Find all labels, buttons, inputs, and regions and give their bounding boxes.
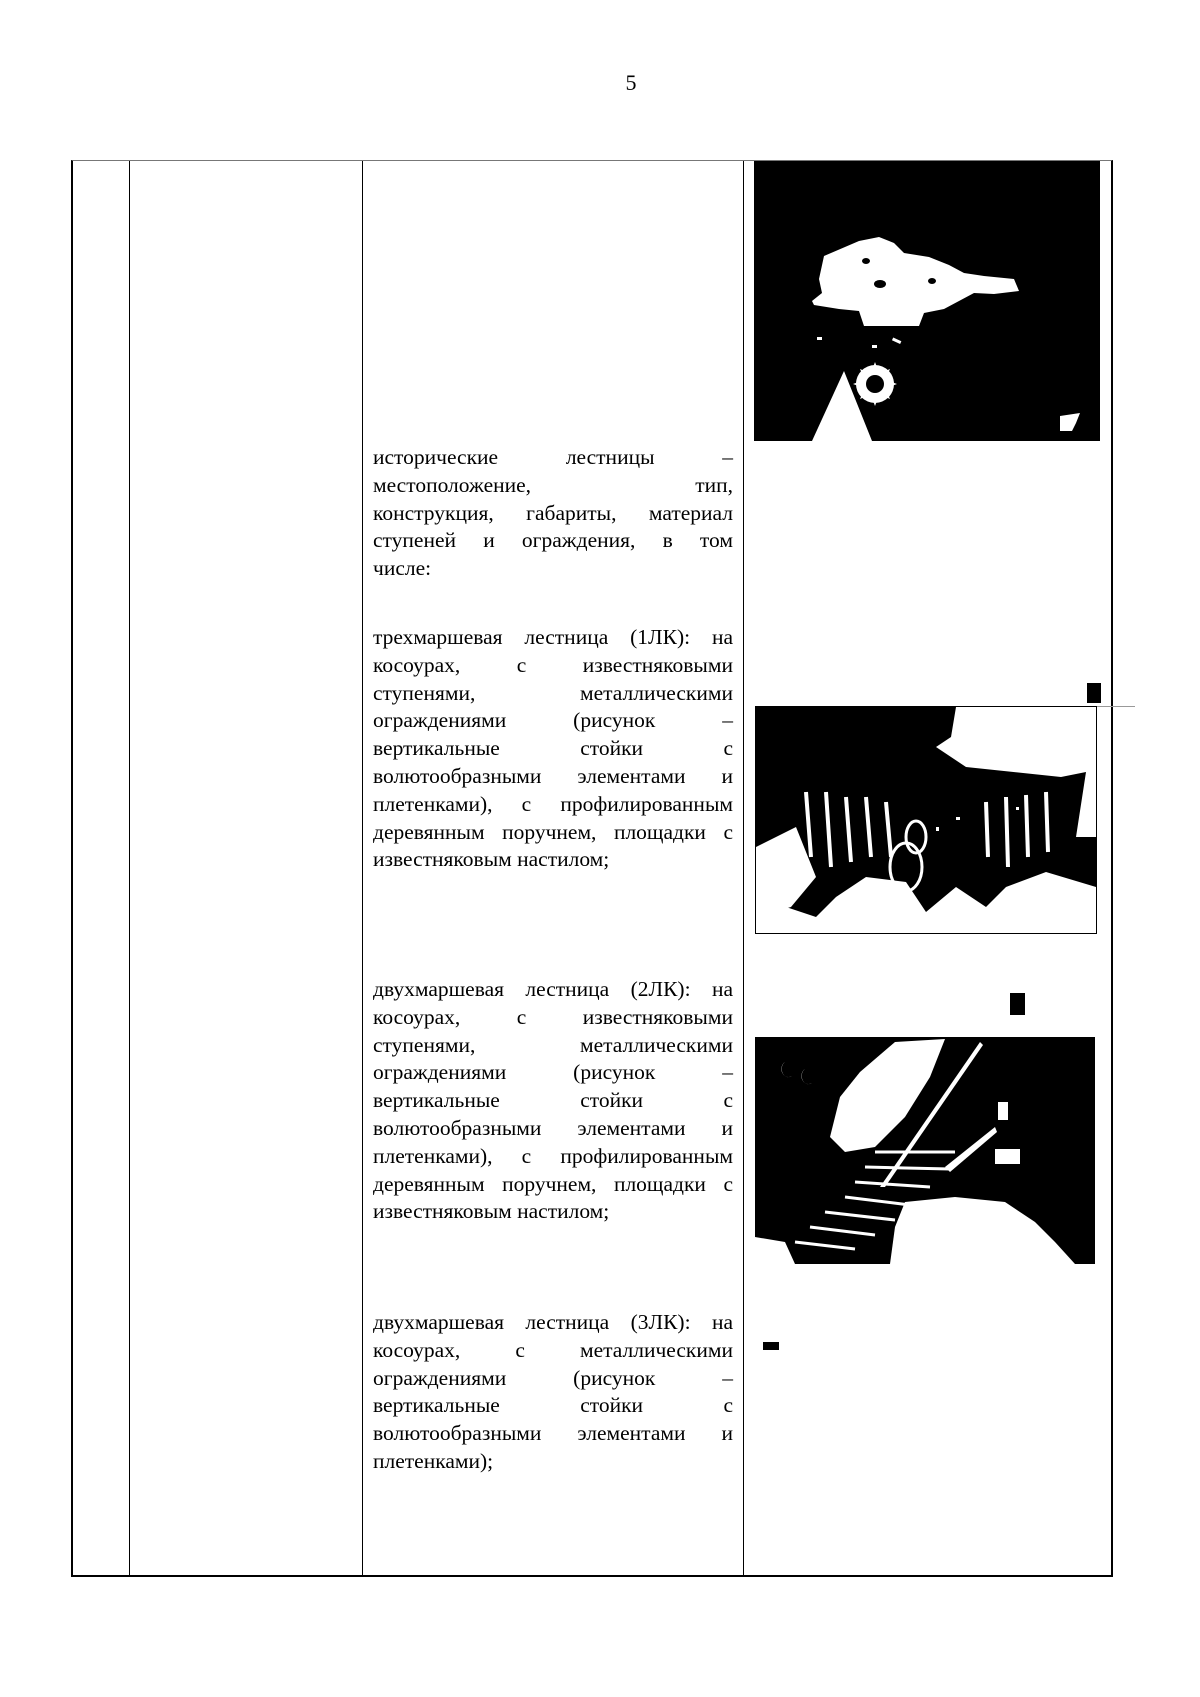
marker-icon — [763, 1342, 779, 1350]
column-divider-3 — [743, 161, 744, 1575]
document-table — [71, 160, 1113, 1577]
text-line: плетенками), с профилированным — [373, 1143, 733, 1168]
text-line: исторические лестницы – — [373, 445, 733, 469]
text-line: волютообразными элементами и — [373, 1421, 733, 1446]
text-line: известняковым настилом; — [373, 847, 610, 872]
text-line: двухмаршевая лестница (3ЛК): на — [373, 1310, 733, 1334]
text-line: деревянным поручнем, площадки с — [373, 1171, 733, 1196]
text-line: деревянным поручнем, площадки с — [373, 819, 733, 844]
intro-paragraph — [373, 444, 733, 583]
marker-icon — [1010, 993, 1025, 1015]
text-line: вертикальные стойки с — [373, 1393, 733, 1418]
text-line: вертикальные стойки с — [373, 736, 733, 761]
staircase-1lk-railing-photo — [755, 706, 1097, 934]
column-divider-1 — [129, 161, 130, 1575]
ceiling-rosette-image — [754, 161, 1100, 441]
text-line: плетенками); — [373, 1448, 494, 1473]
text-line: косоурах, с известняковыми — [373, 1004, 733, 1029]
text-line: вертикальные стойки с — [373, 1088, 733, 1113]
text-line: ограждениями (рисунок – — [373, 1060, 733, 1085]
text-line: плетенками), с профилированным — [373, 791, 733, 816]
marker-icon — [1087, 683, 1101, 703]
column-divider-2 — [362, 161, 363, 1575]
staircase-3lk-description — [373, 1309, 733, 1476]
staircase-2lk-image — [755, 1037, 1095, 1264]
text-line: ступенями, металлическими — [373, 680, 733, 705]
text-line: косоурах, с металлическими — [373, 1337, 733, 1362]
text-line: числе: — [373, 556, 432, 581]
text-line: ступенями, металлическими — [373, 1032, 733, 1057]
staircase-1lk-image — [756, 707, 1096, 933]
text-line: ступеней и ограждения, в том — [373, 528, 733, 553]
ceiling-rosette-photo — [754, 161, 1100, 441]
text-line: известняковым настилом; — [373, 1199, 610, 1224]
text-line: трехмаршевая лестница (1ЛК): на — [373, 625, 733, 649]
page-number: 5 — [625, 70, 637, 95]
staircase-1lk-description — [373, 624, 733, 874]
text-line: ограждениями (рисунок – — [373, 708, 733, 733]
text-line: волютообразными элементами и — [373, 1115, 733, 1140]
text-line: косоурах, с известняковыми — [373, 652, 733, 677]
staircase-2lk-photo — [755, 1037, 1095, 1264]
text-line: двухмаршевая лестница (2ЛК): на — [373, 977, 733, 1001]
text-line: конструкция, габариты, материал — [373, 500, 733, 525]
text-line: ограждениями (рисунок – — [373, 1365, 733, 1390]
staircase-2lk-description — [373, 976, 733, 1226]
text-line: волютообразными элементами и — [373, 763, 733, 788]
text-line: местоположение, тип, — [373, 472, 733, 497]
